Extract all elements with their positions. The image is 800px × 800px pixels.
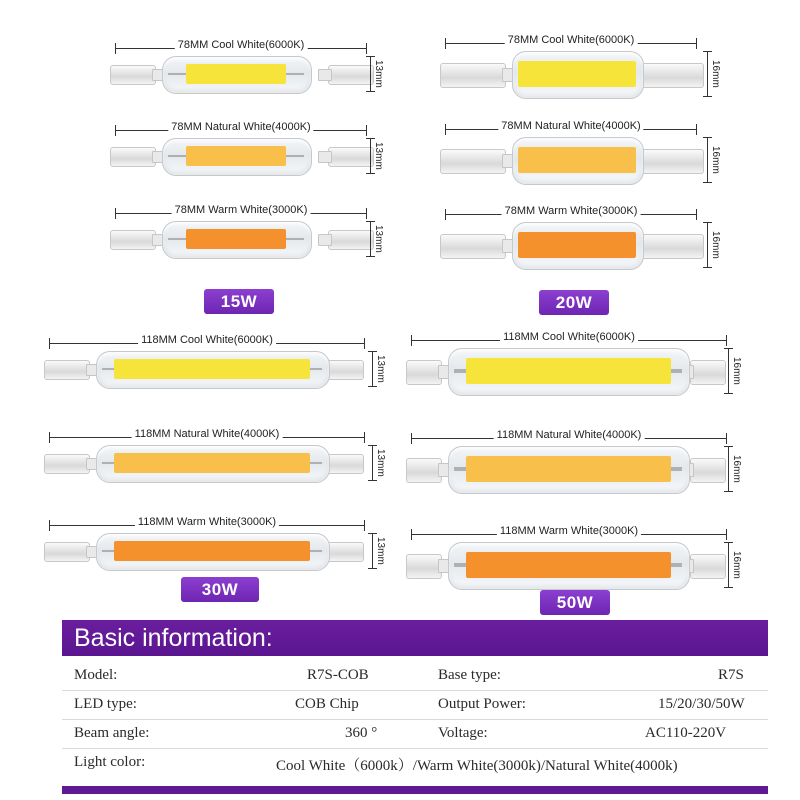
height-label: 13mm xyxy=(375,537,386,565)
lamp-end-cap xyxy=(406,360,442,385)
height-dimension-line xyxy=(707,137,708,183)
lamp-end-cap xyxy=(44,454,90,474)
r7s-lamp xyxy=(406,446,724,492)
lamp-wire xyxy=(454,563,466,567)
height-label: 16mm xyxy=(710,60,721,88)
lamp-end-cap xyxy=(638,234,704,259)
height-label: 16mm xyxy=(731,357,742,385)
info-row-model xyxy=(62,662,768,690)
lamp-end-cap xyxy=(44,542,90,562)
info-row-light-color xyxy=(62,749,768,777)
info-row-led xyxy=(62,691,768,719)
r7s-lamp xyxy=(110,221,372,257)
lamp-end-cap xyxy=(690,458,726,483)
cob-chip xyxy=(186,146,286,166)
led-type-value: COB Chip xyxy=(295,696,359,712)
lamp-wire xyxy=(168,238,186,241)
lamp-wire xyxy=(102,368,114,371)
lamp-wire xyxy=(286,238,304,241)
lamp-wire xyxy=(286,155,304,158)
cob-chip xyxy=(466,456,671,482)
cob-chip xyxy=(518,232,636,258)
lamp-wire xyxy=(671,369,683,373)
lamp-connector xyxy=(318,151,332,162)
cob-chip xyxy=(114,453,310,473)
height-label: 13mm xyxy=(373,60,384,88)
height-dimension-line xyxy=(728,348,729,394)
lamp-wire xyxy=(454,369,466,373)
cob-chip xyxy=(186,229,286,249)
lamp-end-cap xyxy=(690,360,726,385)
lamp-end-cap xyxy=(44,360,90,380)
r7s-lamp xyxy=(406,542,724,588)
lamp-spec-label: 118MM Warm White(3000K) xyxy=(497,525,641,537)
lamp-wire xyxy=(310,550,322,553)
wattage-badge: 30W xyxy=(181,577,259,602)
lamp-wire xyxy=(168,155,186,158)
height-label: 13mm xyxy=(375,449,386,477)
lamp-end-cap xyxy=(328,147,374,167)
height-label: 16mm xyxy=(731,455,742,483)
height-label: 13mm xyxy=(375,355,386,383)
wattage-badge: 50W xyxy=(540,590,610,615)
wattage-badge: 20W xyxy=(539,290,609,315)
lamp-spec-label: 78MM Warm White(3000K) xyxy=(172,204,311,216)
height-dimension-line xyxy=(372,533,373,569)
lamp-wire xyxy=(286,73,304,76)
height-label: 16mm xyxy=(710,231,721,259)
lamp-spec-label: 78MM Cool White(6000K) xyxy=(175,39,308,51)
output-power-value: 15/20/30/50W xyxy=(658,696,745,712)
cob-chip xyxy=(114,359,310,379)
base-type-value: R7S xyxy=(718,667,744,683)
lamp-spec-label: 78MM Cool White(6000K) xyxy=(505,34,638,46)
r7s-lamp xyxy=(110,138,372,174)
info-title: Basic information: xyxy=(62,620,768,656)
beam-angle-value: 360 ° xyxy=(345,725,378,741)
cob-chip xyxy=(114,541,310,561)
beam-angle-label: Beam angle: xyxy=(74,725,150,741)
lamp-end-cap xyxy=(638,63,704,88)
lamp-wire xyxy=(102,550,114,553)
lamp-spec-label: 78MM Warm White(3000K) xyxy=(502,205,641,217)
cob-chip xyxy=(466,358,671,384)
r7s-lamp xyxy=(110,56,372,92)
r7s-lamp xyxy=(44,533,362,569)
lamp-spec-label: 78MM Natural White(4000K) xyxy=(498,120,643,132)
lamp-wire xyxy=(168,73,186,76)
r7s-lamp xyxy=(44,445,362,481)
height-dimension-line xyxy=(707,222,708,268)
cob-chip xyxy=(518,147,636,173)
height-dimension-line xyxy=(370,138,371,174)
info-row-beam xyxy=(62,720,768,748)
lamp-wire xyxy=(310,368,322,371)
lamp-wire xyxy=(671,467,683,471)
height-label: 16mm xyxy=(710,146,721,174)
cob-chip xyxy=(466,552,671,578)
lamp-wire xyxy=(454,467,466,471)
lamp-end-cap xyxy=(328,230,374,250)
light-color-value: Cool White（6000k）/Warm White(3000k)/Natural White(4000k) xyxy=(276,758,678,774)
r7s-lamp xyxy=(440,51,702,97)
lamp-wire xyxy=(102,462,114,465)
lamp-spec-label: 118MM Natural White(4000K) xyxy=(132,428,283,440)
height-label: 13mm xyxy=(373,225,384,253)
height-dimension-line xyxy=(370,56,371,92)
lamp-connector xyxy=(318,69,332,80)
lamp-spec-label: 78MM Natural White(4000K) xyxy=(168,121,313,133)
r7s-lamp xyxy=(406,348,724,394)
r7s-lamp xyxy=(440,222,702,268)
height-dimension-line xyxy=(707,51,708,97)
height-label: 13mm xyxy=(373,142,384,170)
lamp-wire xyxy=(671,563,683,567)
lamp-spec-label: 118MM Warm White(3000K) xyxy=(135,516,279,528)
lamp-end-cap xyxy=(110,230,156,250)
output-power-label: Output Power: xyxy=(438,696,526,712)
led-type-label: LED type: xyxy=(74,696,137,712)
lamp-spec-label: 118MM Cool White(6000K) xyxy=(138,334,276,346)
lamp-end-cap xyxy=(440,149,506,174)
r7s-lamp xyxy=(44,351,362,387)
lamp-end-cap xyxy=(328,65,374,85)
model-label: Model: xyxy=(74,667,118,683)
light-color-label: Light color: xyxy=(74,754,146,770)
voltage-value: AC110-220V xyxy=(645,725,727,741)
lamp-end-cap xyxy=(406,458,442,483)
r7s-lamp xyxy=(440,137,702,183)
cob-chip xyxy=(518,61,636,87)
model-value: R7S-COB xyxy=(307,667,369,683)
lamp-end-cap xyxy=(690,554,726,579)
lamp-connector xyxy=(318,234,332,245)
lamp-end-cap xyxy=(440,63,506,88)
lamp-end-cap xyxy=(110,147,156,167)
lamp-end-cap xyxy=(440,234,506,259)
height-dimension-line xyxy=(372,445,373,481)
height-dimension-line xyxy=(728,542,729,588)
footer-bar xyxy=(62,786,768,794)
lamp-spec-label: 118MM Natural White(4000K) xyxy=(494,429,645,441)
cob-chip xyxy=(186,64,286,84)
lamp-spec-label: 118MM Cool White(6000K) xyxy=(500,331,638,343)
height-dimension-line xyxy=(370,221,371,257)
base-type-label: Base type: xyxy=(438,667,501,683)
lamp-end-cap xyxy=(638,149,704,174)
voltage-label: Voltage: xyxy=(438,725,488,741)
height-dimension-line xyxy=(372,351,373,387)
height-dimension-line xyxy=(728,446,729,492)
height-label: 16mm xyxy=(731,551,742,579)
lamp-end-cap xyxy=(406,554,442,579)
lamp-end-cap xyxy=(110,65,156,85)
wattage-badge: 15W xyxy=(204,289,274,314)
lamp-wire xyxy=(310,462,322,465)
